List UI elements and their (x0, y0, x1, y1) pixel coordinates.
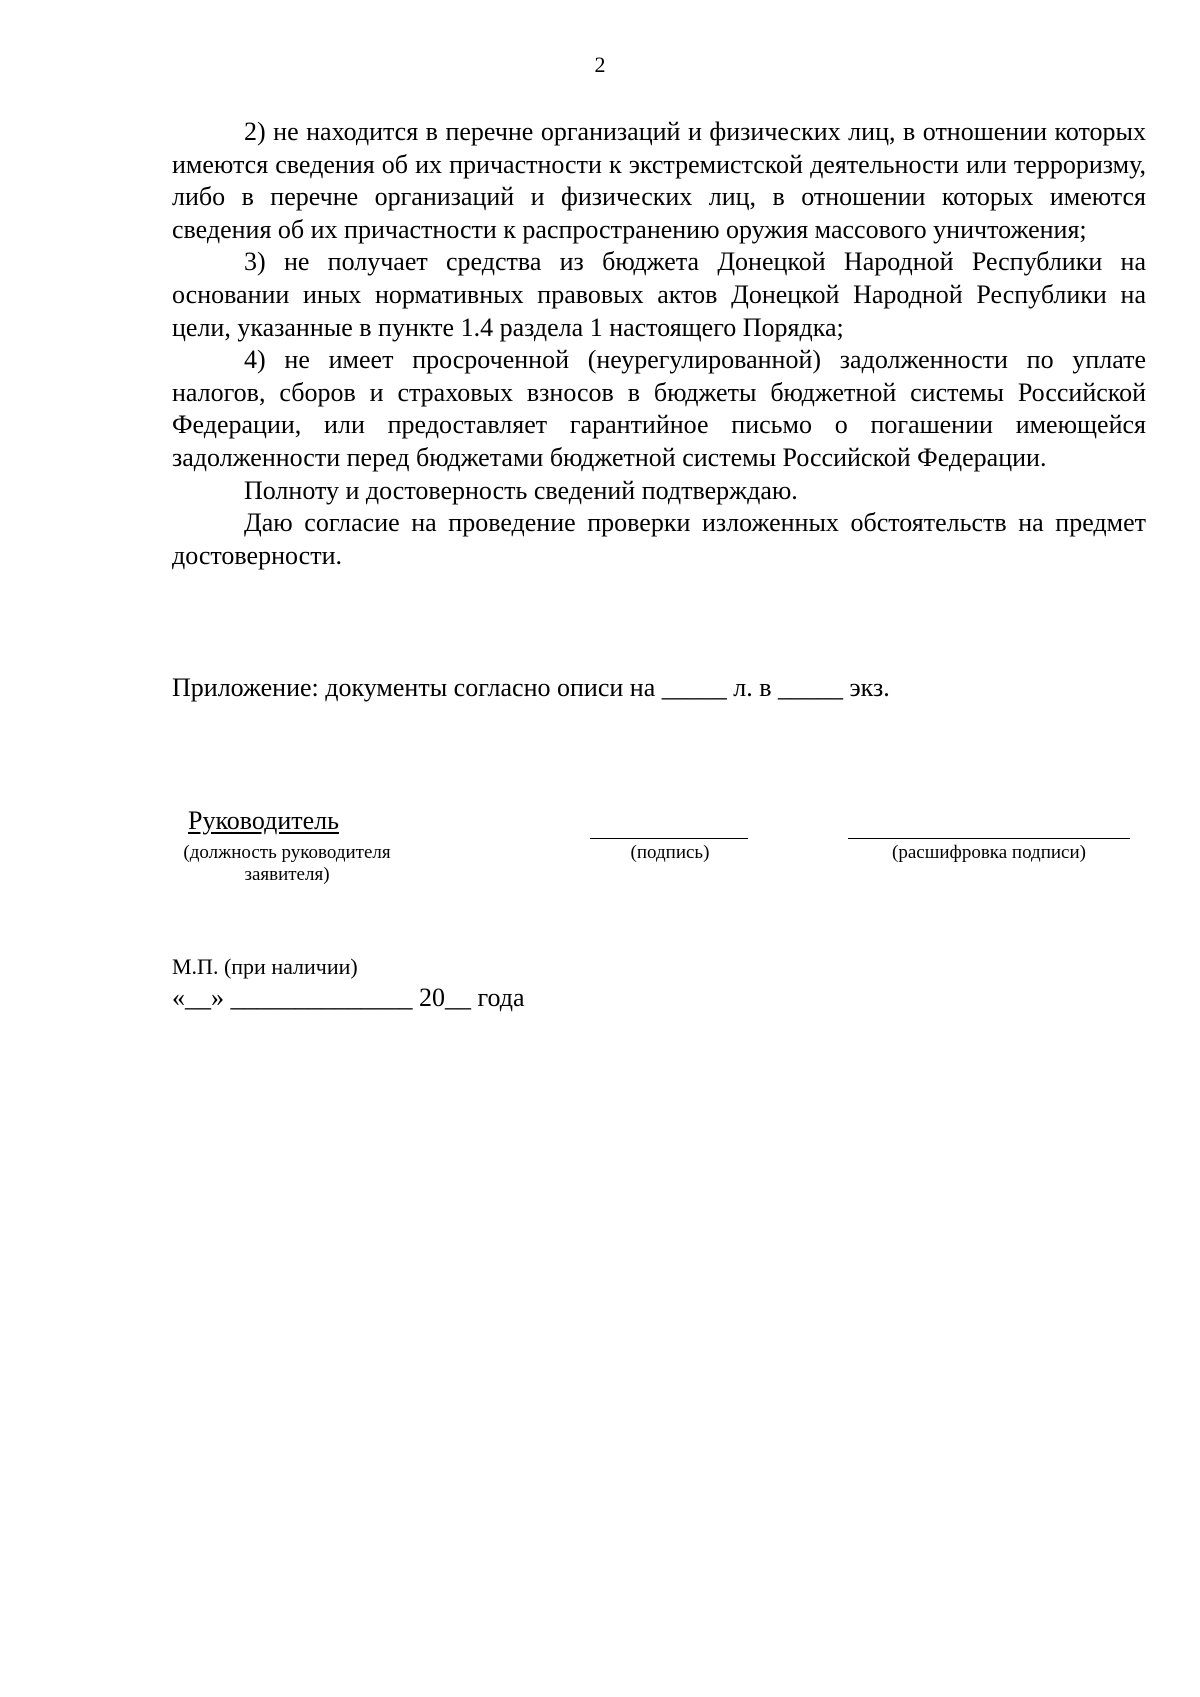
position-caption-line2: заявителя) (244, 864, 330, 885)
page-number: 2 (594, 52, 606, 77)
signer-position-caption (172, 842, 402, 886)
paragraph-consent: Даю согласие на проведение проверки изложенных обстоятельств на предмет достоверности. (172, 508, 1146, 570)
signature-underline (590, 838, 748, 839)
signer-position: Руководитель (188, 806, 339, 835)
decoding-caption: (расшифровка подписи) (892, 842, 1086, 863)
signature-caption: (подпись) (630, 842, 710, 863)
paragraph-item-2: 2) не находится в перечне организаций и физических лиц, в отношении которых имеются сведения об их причастности к экстремистской деятельности или терроризму, либо в перечне организаций и физических лиц, в отношении которых имеются сведения об их причастности к распространению оружия массового уничтожения; (172, 117, 1146, 244)
attachment-line: Приложение: документы согласно описи на _____ л. в _____ экз. (172, 673, 890, 702)
document-body (172, 116, 1146, 572)
decoding-underline (848, 838, 1130, 839)
position-caption-line1: (должность руководителя (183, 842, 391, 863)
paragraph-item-3: 3) не получает средства из бюджета Донецкой Народной Республики на основании иных нормативных правовых актов Донецкой Народной Республики на цели, указанные в пункте 1.4 раздела 1 настоящего Порядка; (172, 247, 1146, 342)
paragraph-item-4: 4) не имеет просроченной (неурегулированной) задолженности по уплате налогов, сборов и страховых взносов в бюджеты бюджетной системы Российской Федерации, или предоставляет гарантийное письмо о погашении имеющейся задолженности перед бюджетами бюджетной системы Российской Федерации. (172, 345, 1146, 472)
date-line: «__» ______________ 20__ года (172, 983, 525, 1012)
paragraph-confirmation: Полноту и достоверность сведений подтверждаю. (244, 475, 798, 505)
seal-placeholder: М.П. (при наличии) (172, 954, 358, 979)
